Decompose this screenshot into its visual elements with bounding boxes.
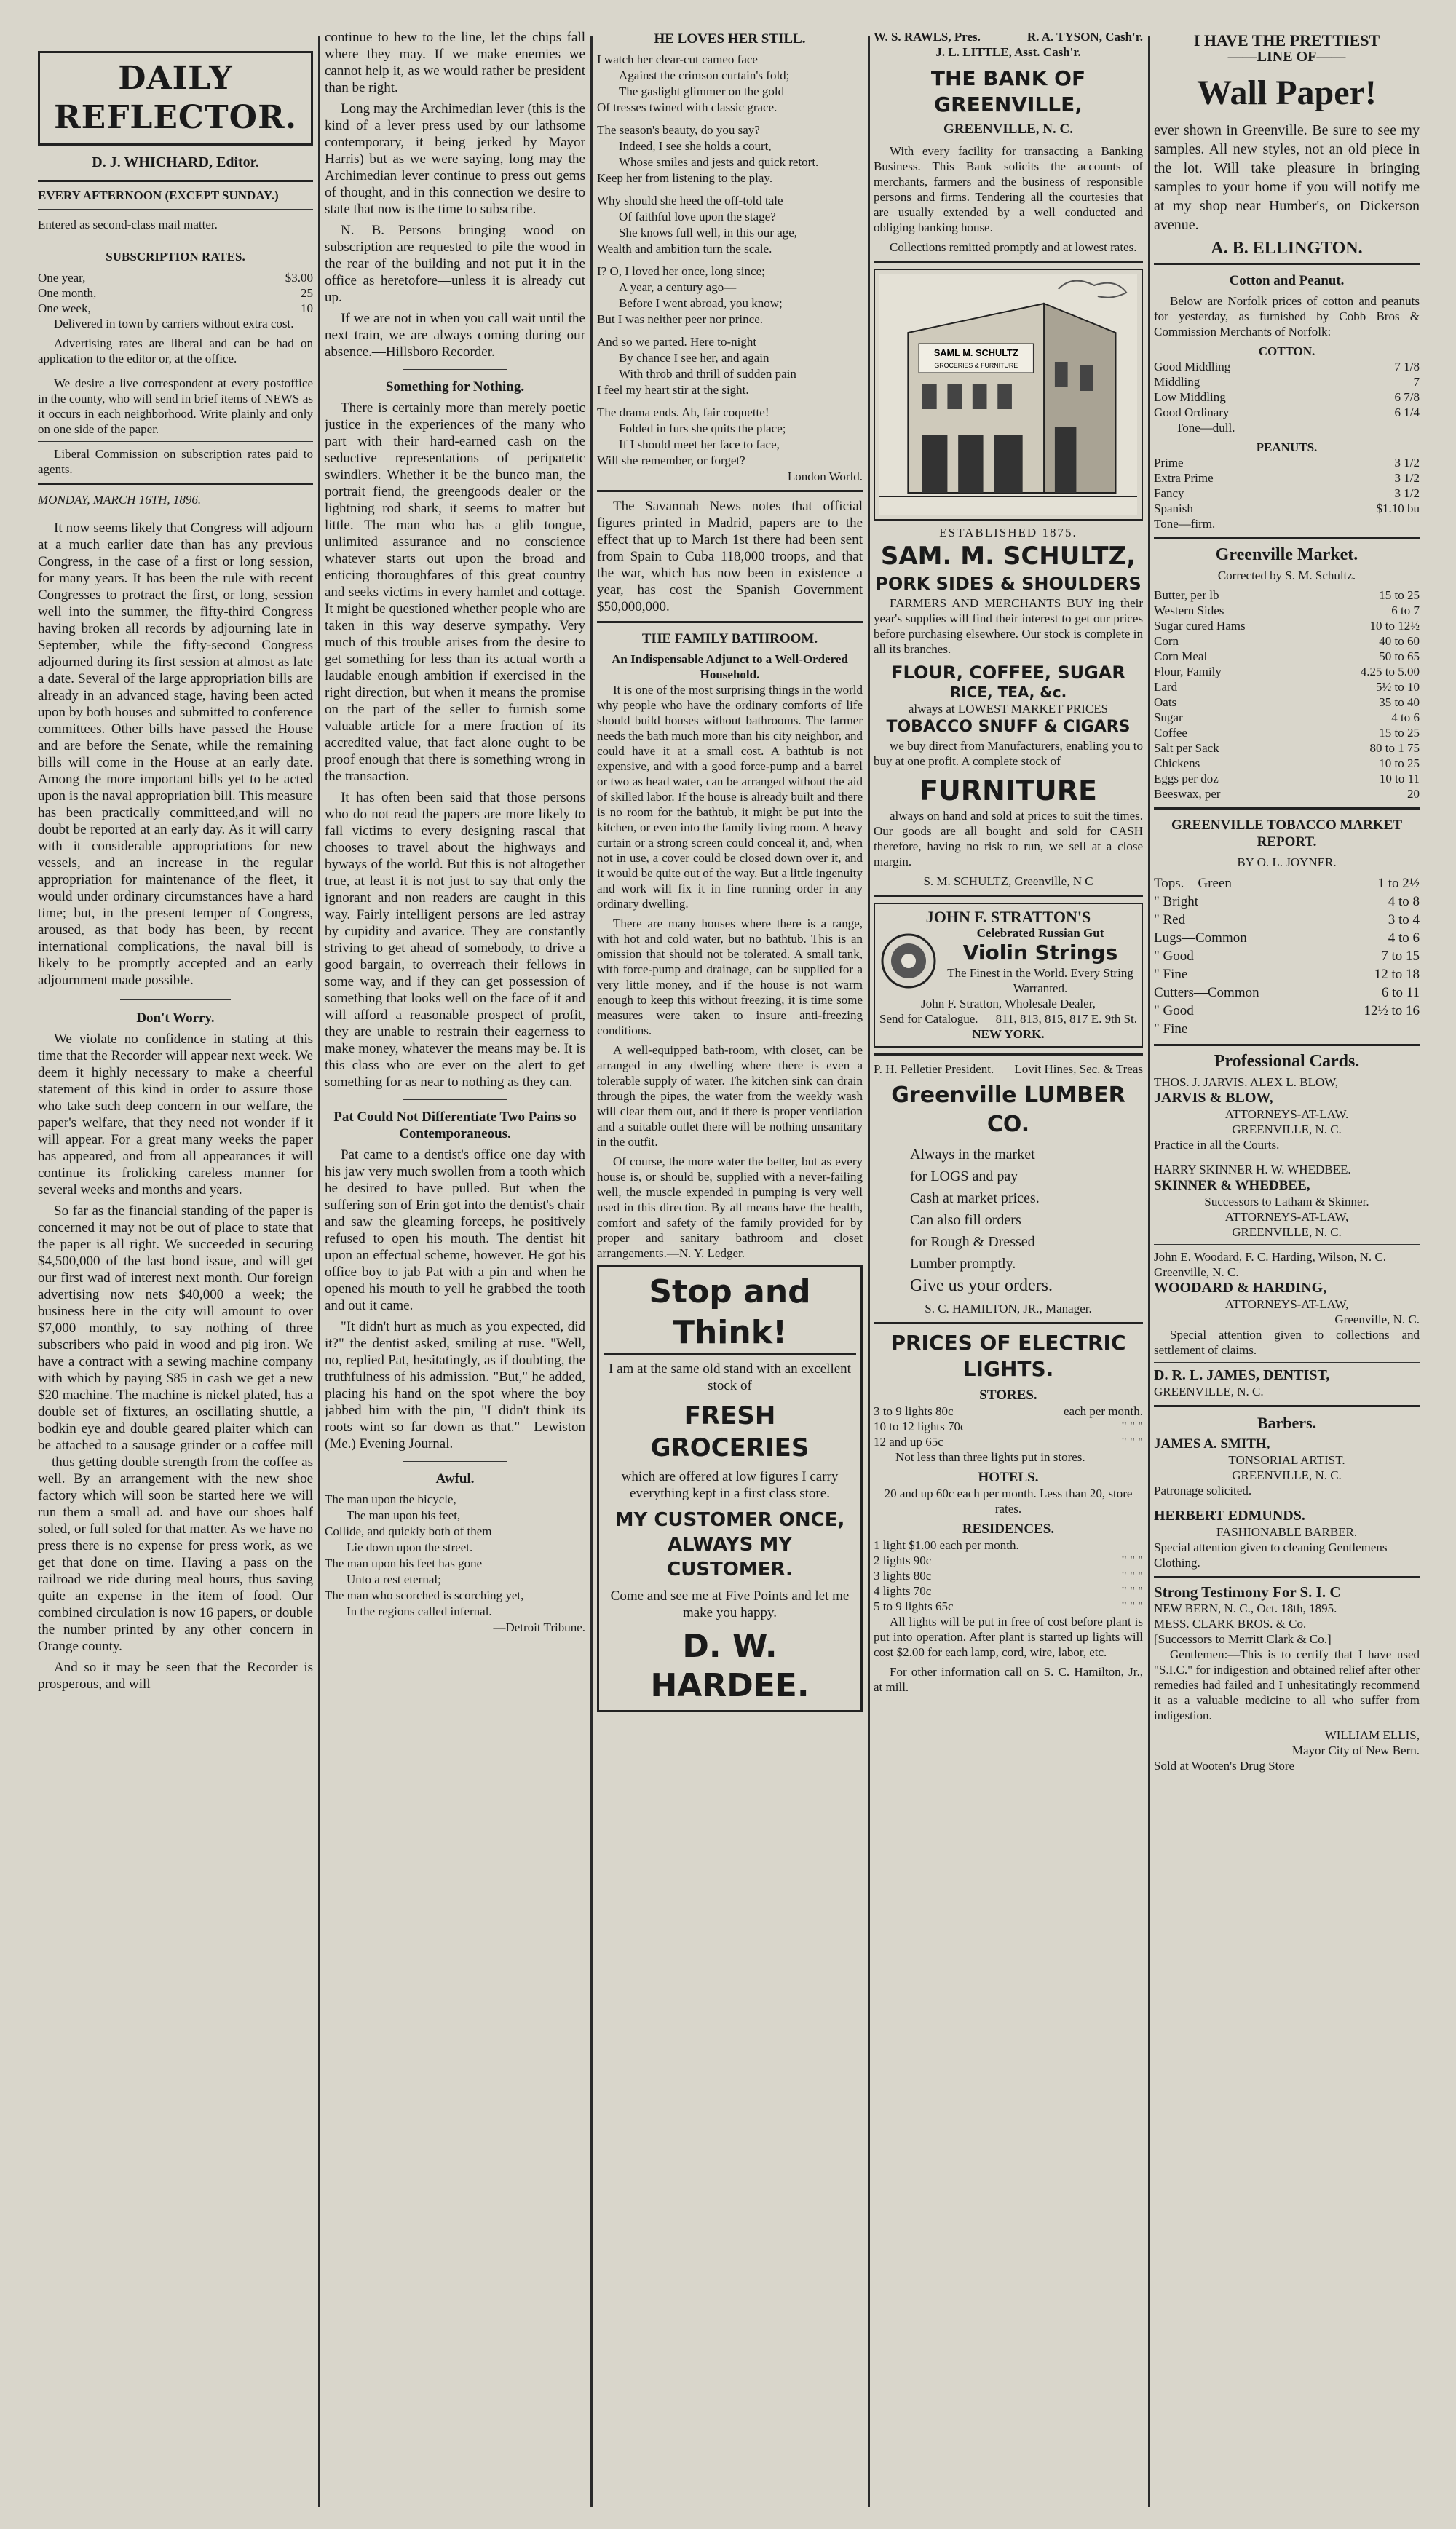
- editor-line: D. J. WHICHARD, Editor.: [92, 154, 259, 170]
- dentist-name: D. R. L. JAMES, DENTIST,: [1154, 1367, 1330, 1383]
- congress-article: It now seems likely that Congress will adjourn at a much earlier date than has any previous Congress, in the case of a first or long session, for many years. It has been the rule with recent Congresses to protract the first, or long, session well into the summer, the fifty-third Congress having broken all records by adjourning late in September, while the fifty-second Congress adjourned during its first session at almost as late a date. Several of the large appropriation bills are already in an advanced stage, having been acted upon by both houses and submitted to conference committees. Other bills have passed the House and are before the Senate, while the remaining bills will come in the House at an early date. Among the more important bills yet to be acted upon is the naval appropriation bill. This measure has been practically committeed,and will no doubt be reported at an early day. As it will carry with it considerable appropriations for new vessels, and an increase in the regular appropriation for maintenance of the fleet, it would under ordinary circumstances have a hard time; but, in the present temper of Congress, aroused, as that body has been, by recent international complications, the naval bill is likely to be promptly accepted and an early adjournment made possible.: [38, 521, 313, 988]
- hardee-ad: [597, 1265, 863, 1712]
- peanut-prices: Prime 3 1/2 Extra Prime 3 1/2 Fancy 3 1/2 Spanish $1.10 bu Tone—firm.: [1154, 456, 1420, 531]
- edmunds-name: HERBERT EDMUNDS.: [1154, 1508, 1305, 1524]
- pat-article: Pat came to a dentist's office one day with his jaw very much swollen from a tooth which he desired to have pulled. But when the suffering son of Erin got into the dentist's chair and saw the gleaming forceps, he positively refused to open his mouth. The dentist hit upon an effectual scheme, however. He got his office boy to jab Pat with a pin and when he opened his mouth to yell he grabbed the tooth and out it came.: [325, 1147, 585, 1313]
- jarvis-blow: JARVIS & BLOW,: [1154, 1090, 1273, 1106]
- bathroom-heading: THE FAMILY BATHROOM.: [641, 631, 818, 646]
- cotton-heading: Cotton and Peanut.: [1229, 273, 1345, 288]
- awful-heading: Awful.: [435, 1471, 475, 1487]
- ellington-name: A. B. ELLINGTON.: [1211, 239, 1363, 258]
- hardee-stand: I am at the same old stand with an excellent stock of: [609, 1361, 851, 1393]
- nothing-article: There is certainly more than merely poetic justice in the experiences of the many who part with their hard-earned cash on the seductive representations of peripatetic swindlers. Whether it be the bunco man, the portrait fiend, the greengoods dealer or the lightning rod shark, it seems to matter but little. The man who has a glib tongue, unlimited assurance and no conscience whatever starts out upon the broad and enticing thoroughfares of this great country and seeks victims in every hamlet and cottage. It might be questioned whether people who are taken in this way deserve sympathy. Very much of this trouble arises from the desire to get something for less than its actual worth a laudable enough ambition if exercised in the right direction, but when it means the promise on the part of the seller to furnish some valuable article for a mere fraction of its accredited value, that fact alone ought to be proof enough that there is something wrong in the transaction.: [325, 400, 585, 784]
- wall-text: ever shown in Greenville. Be sure to see my samples. All new styles, not an old piece in the lot. Will take pleasure in bringing samples to your home if you will notify me at my shop near Humber's, on Dickerson avenue.: [1154, 122, 1420, 233]
- stratton-name: JOHN F. STRATTON'S: [925, 908, 1091, 926]
- bank-text: With every facility for transacting a Banking Business. This Bank solicits the accounts of merchants, farmers and the business of responsible persons and firms. Tendering all the courtesies that are usually extended by a well conducted and obliging banking house.: [874, 144, 1143, 234]
- bank-location: GREENVILLE, N. C.: [943, 122, 1073, 137]
- hardee-name: D. W. HARDEE.: [650, 1628, 810, 1704]
- svg-text:GROCERIES & FURNITURE: GROCERIES & FURNITURE: [934, 361, 1018, 370]
- wall-line-2: ——LINE OF——: [1227, 49, 1346, 65]
- furniture-text: always on hand and sold at prices to suit the times. Our goods are all bought and sold for CASH therefore, having no risk to run, we sell at a close margin.: [874, 809, 1143, 868]
- worry-article-3: And so it may be seen that the Recorder is prosperous, and will: [38, 1660, 313, 1692]
- hardee-come: Come and see me at Five Points and let me make you happy.: [610, 1588, 850, 1620]
- nothing-article-2: It has often been said that those persons who do not read the papers are more likely to fall victims to every designing rascal that chooses to travel about the highways and byways of the world. But this is not altogether true, at least it is not just to say that only the ignorant and non readers are caught in this way. Fairly intelligent persons are led astray by cupidity and avarice. They are constantly striving to get ahead of somebody, to drive a good bargain, to overreach their fellows in some way, and if they can get possession of something that looks well on the face of it and will afford a reasonable prospect of profit, they are unable to restrain their eagerness to make money, whatever the means may be. It is this class who are ever on the alert to get something for as near to nothing as they can.: [325, 790, 585, 1090]
- lumber-lines: Always in the market for LOGS and pay Cash at market prices. Can also fill orders for Rough & Dressed Lumber promptly. Give us your orders.: [910, 1147, 1053, 1295]
- wall-paper-title: Wall Paper!: [1197, 74, 1377, 112]
- entered-line: Entered as second-class mail matter.: [38, 218, 218, 231]
- bathroom-subhead: An Indispensable Adjunct to a Well-Ordered Household.: [612, 652, 848, 681]
- direct-text: we buy direct from Manufacturers, enabling you to buy at one profit. A complete stock of: [874, 739, 1143, 768]
- fresh-groceries: FRESH GROCERIES: [650, 1401, 810, 1463]
- smith-name: JAMES A. SMITH,: [1154, 1436, 1270, 1452]
- worry-heading: Don't Worry.: [136, 1010, 215, 1026]
- bank-officers: W. S. RAWLS, Pres. R. A. TYSON, Cash'r.: [874, 30, 1143, 44]
- tobacco-line: TOBACCO SNUFF & CIGARS: [886, 718, 1131, 736]
- residence-rates: 1 light $1.00 each per month. 2 lights 90c " " " 3 lights 80c " " " 4 lights 70c " " " 5 to 9 lights 65c " " ": [874, 1538, 1143, 1613]
- correspondent-note: We desire a live correspondent at every postoffice in the county, who will send in brief items of NEWS as it occurs in each neighborhood. Write plainly and only on one side of the paper.: [38, 376, 313, 436]
- nb-paragraph: N. B.—Persons bringing wood on subscription are requested to pile the wood in the rear of the building and not put it in the office as heretofore—unless it is already cut up.: [325, 223, 585, 305]
- subscription-heading: SUBSCRIPTION RATES.: [106, 250, 245, 264]
- flour-line: FLOUR, COFFEE, SUGAR: [891, 662, 1125, 683]
- column-3: [597, 29, 863, 2514]
- pork-line: PORK SIDES & SHOULDERS: [875, 574, 1142, 594]
- schultz-ad: [874, 269, 1143, 521]
- tobacco-prices: Tops.—Green 1 to 2½ " Bright 4 to 8 " Red 3 to 4 Lugs—Common 4 to 6 " Good 7 to 15 " Fine 12 to 18 Cutters—Common 6 to 11 " Good 12½ to 16 " Fine: [1154, 876, 1420, 1037]
- market-heading: Greenville Market.: [1215, 545, 1358, 564]
- dateline: MONDAY, MARCH 16TH, 1896.: [38, 493, 202, 507]
- svg-text:SAML M. SCHULTZ: SAML M. SCHULTZ: [933, 347, 1018, 359]
- pat-heading: Pat Could Not Differentiate Two Pains so Contemporaneous.: [333, 1109, 577, 1141]
- violin-strings: Violin Strings: [962, 941, 1118, 965]
- hamilton-manager: S. C. HAMILTON, JR., Manager.: [925, 1302, 1092, 1315]
- testimony-heading: Strong Testimony For S. I. C: [1154, 1583, 1341, 1601]
- lumber-name: Greenville LUMBER CO.: [891, 1083, 1125, 1137]
- column-5: I HAVE THE PRETTIEST ——LINE OF—— Wall Paper! ever shown in Greenville. Be sure to see my samples. All new styles, not an old piece in the lot. Will take pleasure in bringing samples to your home if you will notify me at my shop near Humber's, on Dickerson avenue. A. B. ELLINGTON. Cotton and Peanut. Below are Norfolk prices of cotton and peanuts for yesterday, as furnished by Cobb Bros & Commission Merchants of Norfolk: COTTON. Good Middling 7 1/8 Middling 7 Low Middling 6 7/8 Good Ordinary 6 1/4 Tone—dull. PEANUTS. Prime 3 1/2 Extra Prime 3 1/2 Fancy 3 1/2 Spanish $1.10 bu Tone—firm. Greenville Market. Corrected by S. M. Schultz. Butter, per lb 15 to 25 Western Sides 6 to 7 Sugar cured Hams 10 to 12½ Corn 40 to 60 Corn Meal 50 to 65 Flour, Family 4.25 to 5.00 Lard 5½ to 10 Oats 35 to 40 Sugar 4 to 6 Coffee 15 to 25 Salt per Sack 80 to 1 75 Chickens 10 to 25 Eggs per doz 10 to 11 Beeswax, per 20 GREENVILLE TOBACCO MARKET REPORT. BY O. L. JOYNER. Tops.—Green 1 to 2½ " Bright 4 to 8 " Red 3 to 4 Lugs—Common 4 to 6 " Good 7 to 15 " Fine 12 to 18 Cutters—Common 6 to 11 " Good 12½ to 16 " Fine Professional Cards. THOS. J. JARVIS. ALEX L. BLOW, JARVIS & BLOW, ATTORNEYS-AT-LAW. GREENVILLE, N. C. Practice in all the Courts. HARRY SKINNER H. W. WHEDBEE. SKINNER & WHEDBEE, Successors to Latham & Skinner. ATTORNEYS-AT-LAW, GREENVILLE, N. C. John E. Woodard, F. C. Harding, Wilson, N. C. Greenville, N. C. WOODARD & HARDING, ATTORNEYS-AT-LAW, Greenville, N. C. Special attention given to collections and settlement of claims. D. R. L. JAMES, DENTIST, GREENVILLE, N. C. Barbers. JAMES A. SMITH, TONSORIAL ARTIST. GREENVILLE, N. C. Patronage solicited. HERBERT EDMUNDS. FASHIONABLE BARBER. Special attention given to cleaning Gentlemens Clothing. Strong Testimony For S. I. C NEW BERN, N. C., Oct. 18th, 1895. MESS. CLARK BROS. & Co. [Successors to Merritt Clark & Co.] Gentlemen:—This is to certify that I have used "S.I.C." for indigestion and obtained relief after other remedies had failed and I unhesitatingly recommend it as a valuable medicine to all who suffer from indigestion. WILLIAM ELLIS, Mayor City of New Bern. Sold at Wooten's Drug Store: [1154, 31, 1420, 1773]
- store-rates: 3 to 9 lights 80c each per month. 10 to 12 lights 70c " " " 12 and up 65c " " ": [874, 1404, 1143, 1449]
- woodard-harding: WOODARD & HARDING,: [1154, 1280, 1327, 1296]
- hardee-offered: which are offered at low figures I carry everything kept in a first class store.: [621, 1469, 839, 1501]
- poem-body: I watch her clear-cut cameo face Against the crimson curtain's fold; The gaslight glimmer on the gold Of tresses twined with classic grace. The season's beauty, do you say? Indeed, I see she holds a court, Whose smiles and jests and quick retort. Keep her from listening to the play. Why should she heed the off-told tale Of faithful love upon the stage? She knows full well, in this our age, Wealth and ambition turn the scale. I? O, I loved her once, long since; A year, a century ago— Before I went abroad, you know; But I was neither peer nor prince. And so we parted. Here to-night By chance I see her, and again With throb and thrill of sudden pain I feel my heart stir at the sight. The drama ends. Ah, fair coquette! Folded in furs she quits the place; If I should meet her face to face, Will she remember, or forget? London World.: [597, 52, 863, 483]
- worry-article-2: So far as the financial standing of the paper is concerned it may not be out of place to state that the paper is all right. We succeeded in securing $4,500,000 of the last bond issue, and will get our first wad of interest next month. Our foreign advertising now nets $40,000 a week; the business here in the city will amount to over $7,000 monthly, to say nothing of three subscribers who paid in wood and pig iron. We have a contract with a sewing machine company with which by paying $85 in cash we get a new $20 machine. The machine is nickel plated, has a double set of fixtures, an oscillating shuttle, a bodkin eye and double geared plaiter which can be attached to a sausage grinder or a coffee mill—thus getting double strength from the coffee as well. By an arrangement with the new shoe factory which will soon be started here we will run them a small ad. and have our shoes half soled, or full soled for that matter. As we have no press there is no expense for press work, as we get that done on time. Having a pass on the railroad we ride during meal hours, thus saving quite an expense in the item of food. Our combined circulation is now 16 papers, or double the number printed by any other concern in Orange county.: [38, 1203, 313, 1654]
- rice-line: RICE, TEA, &c.: [949, 684, 1067, 701]
- column-4: W. S. RAWLS, Pres. R. A. TYSON, Cash'r. J. L. LITTLE, Asst. Cash'r. THE BANK OF GREENVILLE, GREENVILLE, N. C. With every facility for transacting a Banking Business. This Bank solicits the accounts of merchants, farmers and the business of responsible persons and firms. Tendering all the courtesies that are usually extended by a well conducted and obliging banking house. Collections remitted promptly and at lowest rates. SAML M. SCHULTZ GROCERIES & FURNITURE ESTABLISHED 1875. SAM. M. SCHULTZ, PORK SIDES & SHOULDERS FARMERS AND MERCHANTS BUY ing their year's supplies will find their interest to get our prices before purchasing elsewhere. Our stock is complete in all its branches. FLOUR, COFFEE, SUGAR RICE, TEA, &c. always at LOWEST MARKET PRICES TOBACCO SNUFF & CIGARS we buy direct from Manufacturers, enabling you to buy at one profit. A complete stock of FURNITURE always on hand and sold at prices to suit the times. Our goods are all bought and sold for CASH therefore, having no risk to run, we sell at a close margin. S. M. SCHULTZ, Greenville, N C JOHN F. STRATTON'S Celebrated Russian Gut Violin Strings The Finest in the World. Every String Warranted. John F. Stratton, Wholesale Dealer, Send for Catalogue. 811, 813, 815, 817 E. 9th St. NEW YORK. P. H. Pelletier President. Lovit Hines, Sec. & Treas Greenville LUMBER CO. Always in the market for LOGS and pay Cash at market prices. Can also fill orders for Rough & Dressed Lumber promptly. Give us your orders. S. C. HAMILTON, JR., Manager. PRICES OF ELECTRIC LIGHTS. STORES. 3 to 9 lights 80c each per month. 10 to 12 lights 70c " " " 12 and up 65c " " " Not less than three lights put in stores. HOTELS. 20 and up 60c each per month. Less than 20, store rates. RESIDENCES. 1 light $1.00 each per month. 2 lights 90c " " " 3 lights 80c " " " 4 lights 70c " " " 5 to 9 lights 65c " " " All lights will be put in free of cost before plant is put into operation. After plant is started up lights will cost $2.00 for each lamp, cord, wire, labor, etc. For other information call on S. C. Hamilton, Jr., at mill.: [874, 30, 1143, 1694]
- worry-article: We violate no confidence in stating at this time that the Recorder will appear next week. We deem it highly necessary to make a cheerful statement of this kind in order to assure those who take such deep concern in our welfare, the paper's welfare, that they need not wonder if it will appear. For a great many weeks the paper has appeared, and from all appearances it will continue its frolicking careless manner for several weeks and months and years.: [38, 1032, 313, 1198]
- furniture-title: FURNITURE: [919, 775, 1097, 807]
- nothing-heading: Something for Nothing.: [385, 379, 525, 395]
- delivery-note: Delivered in town by carriers without extra cost.: [54, 317, 294, 331]
- lowest-prices: always at LOWEST MARKET PRICES: [908, 702, 1109, 716]
- lumber-officers: P. H. Pelletier President. Lovit Hines, Sec. & Treas: [874, 1062, 1143, 1076]
- train-paragraph: If we are not in when you call wait until the next train, we are always coming during our absence.—Hillsboro Recorder.: [325, 311, 585, 360]
- column-2: [325, 29, 585, 2514]
- savannah-article: The Savannah News notes that official figures printed in Madrid, papers are to the effect that up to March 1st there had been sent from Spain to Cuba 118,000 troops, and that the war, which has now been in existence a year, has cost the Spanish Government $50,000,000.: [597, 499, 863, 614]
- column-1: [38, 29, 313, 2514]
- recorder-continued: continue to hew to the line, let the chips fall where they may. If we make enemies we cannot help it, as we would rather be president than be right.: [325, 30, 585, 95]
- schultz-signature: S. M. SCHULTZ, Greenville, N C: [923, 874, 1093, 888]
- rate-row: One week, 10: [38, 301, 313, 315]
- professional-heading: Professional Cards.: [1214, 1052, 1360, 1071]
- lever-paragraph: Long may the Archimedian lever (this is the kind of a lever press used by our lathsome contemporary, it being jerked by Mayor Harris) but as we were saying, long may the Archimedian lever continue to press out gems of thought, and in this connection we desire to state that now is the time to subscribe.: [325, 101, 585, 217]
- bathroom-article-2: There are many houses where there is a range, with hot and cold water, but no bathtub. This is an omission that should not be tolerated. A small tank, with force-pump and drainage, can be supplied for a very little money, and if the house is not warm enough to keep this without freezing, it is time some measures were taken to insure anti-freezing conditions.: [597, 917, 863, 1037]
- stratton-ad: JOHN F. STRATTON'S Celebrated Russian Gut Violin Strings The Finest in the World. Every String Warranted. John F. Stratton, Wholesale Dealer, Send for Catalogue. 811, 813, 815, 817 E. 9th St. NEW YORK.: [874, 903, 1143, 1048]
- rate-row: One month, 25: [38, 286, 313, 300]
- bank-name: THE BANK OF GREENVILLE,: [930, 66, 1086, 116]
- wall-line-1: I HAVE THE PRETTIEST: [1193, 31, 1380, 50]
- pat-article-2: "It didn't hurt as much as you expected, did it?" the dentist asked, smiling at ruse. "Well, no, replied Pat, hesitatingly, as if doubting, the truthfulness of his admission. "But," he added, placing his hand on the spot where the boy jabbed him with the pin, "I didn't think its roots wint so far down as that."—Lewiston (Me.) Evening Journal.: [325, 1319, 585, 1452]
- schultz-name: SAM. M. SCHULTZ,: [880, 542, 1136, 571]
- store-building-illustration: [879, 274, 1137, 515]
- stop-think-title: Stop and Think!: [604, 1272, 856, 1355]
- schedule-line: EVERY AFTERNOON (EXCEPT SUNDAY.): [38, 189, 279, 202]
- market-prices: Butter, per lb 15 to 25 Western Sides 6 to 7 Sugar cured Hams 10 to 12½ Corn 40 to 60 Corn Meal 50 to 65 Flour, Family 4.25 to 5.00 Lard 5½ to 10 Oats 35 to 40 Sugar 4 to 6 Coffee 15 to 25 Salt per Sack 80 to 1 75 Chickens 10 to 25 Eggs per doz 10 to 11 Beeswax, per 20: [1154, 588, 1420, 801]
- established: ESTABLISHED 1875.: [939, 526, 1077, 539]
- cotton-prices: Good Middling 7 1/8 Middling 7 Low Middling 6 7/8 Good Ordinary 6 1/4 Tone—dull.: [1154, 360, 1420, 435]
- violin-seal-icon: [879, 932, 938, 990]
- bathroom-article-3: A well-equipped bath-room, with closet, can be arranged in any dwelling where there is even a tolerable supply of water. The kitchen sink can drain through the pipes, the water from the weekly wash will clear them out, and if there is proper ventilation and a suitable outlet there will be nothing unsanitary in the outfit.: [597, 1043, 863, 1149]
- electric-lights-title: PRICES OF ELECTRIC LIGHTS.: [890, 1331, 1126, 1381]
- awful-poem: The man upon the bicycle, The man upon his feet, Collide, and quickly both of them Lie down upon the street. The man upon his feet has gone Unto a rest eternal; The man who scorched is scorching yet, In the regions called infernal. —Detroit Tribune.: [325, 1492, 585, 1634]
- masthead-title: DAILY REFLECTOR.: [38, 51, 313, 146]
- bathroom-article: It is one of the most surprising things in the world why people who have the ordinary comforts of life should build houses without bathrooms. The farmer needs the bath much more than his city neighbor, and could have it at a small cost. A bathtub is not expensive, and with a good force-pump and a barrel or two as head water, can be arranged without the aid of skilled labor. If the house is already built and there is no room for the bathtub, it might be put into the kitchen, or even into the family living room. A heavy curtain or a strong screen could conceal it, and, when not in use, a cover could be closed down over it, and it would be quite out of the way. But a little ingenuity and work will fix it in fine running order in any ordinary dwelling.: [597, 683, 863, 911]
- advertising-note: Advertising rates are liberal and can be had on application to the editor or, at the office.: [38, 336, 313, 365]
- bathroom-article-4: Of course, the more water the better, but as every house is, or should be, supplied with a never-failing well, the muscle expended in pumping is very well used in this direction. By all means have the health, comfort and safety of the family provided for by proper and sanitary bathroom and closet arrangements.—N. Y. Ledger.: [597, 1155, 863, 1260]
- customer-slogan: MY CUSTOMER ONCE, ALWAYS MY CUSTOMER.: [614, 1509, 845, 1580]
- subscription-rates: [38, 270, 313, 316]
- skinner-whedbee: SKINNER & WHEDBEE,: [1154, 1178, 1310, 1193]
- poem-heading: HE LOVES HER STILL.: [654, 31, 806, 47]
- tobacco-heading: GREENVILLE TOBACCO MARKET REPORT.: [1171, 818, 1403, 850]
- commission-note: Liberal Commission on subscription rates paid to agents.: [38, 447, 313, 476]
- bank-text-2: Collections remitted promptly and at lowest rates.: [890, 240, 1137, 254]
- barbers-heading: Barbers.: [1257, 1414, 1317, 1432]
- farmers-text: FARMERS AND MERCHANTS BUY ing their year's supplies will find their interest to get our prices before purchasing elsewhere. Our stock is complete in all its branches.: [874, 596, 1143, 656]
- rate-row: One year, $3.00: [38, 271, 313, 285]
